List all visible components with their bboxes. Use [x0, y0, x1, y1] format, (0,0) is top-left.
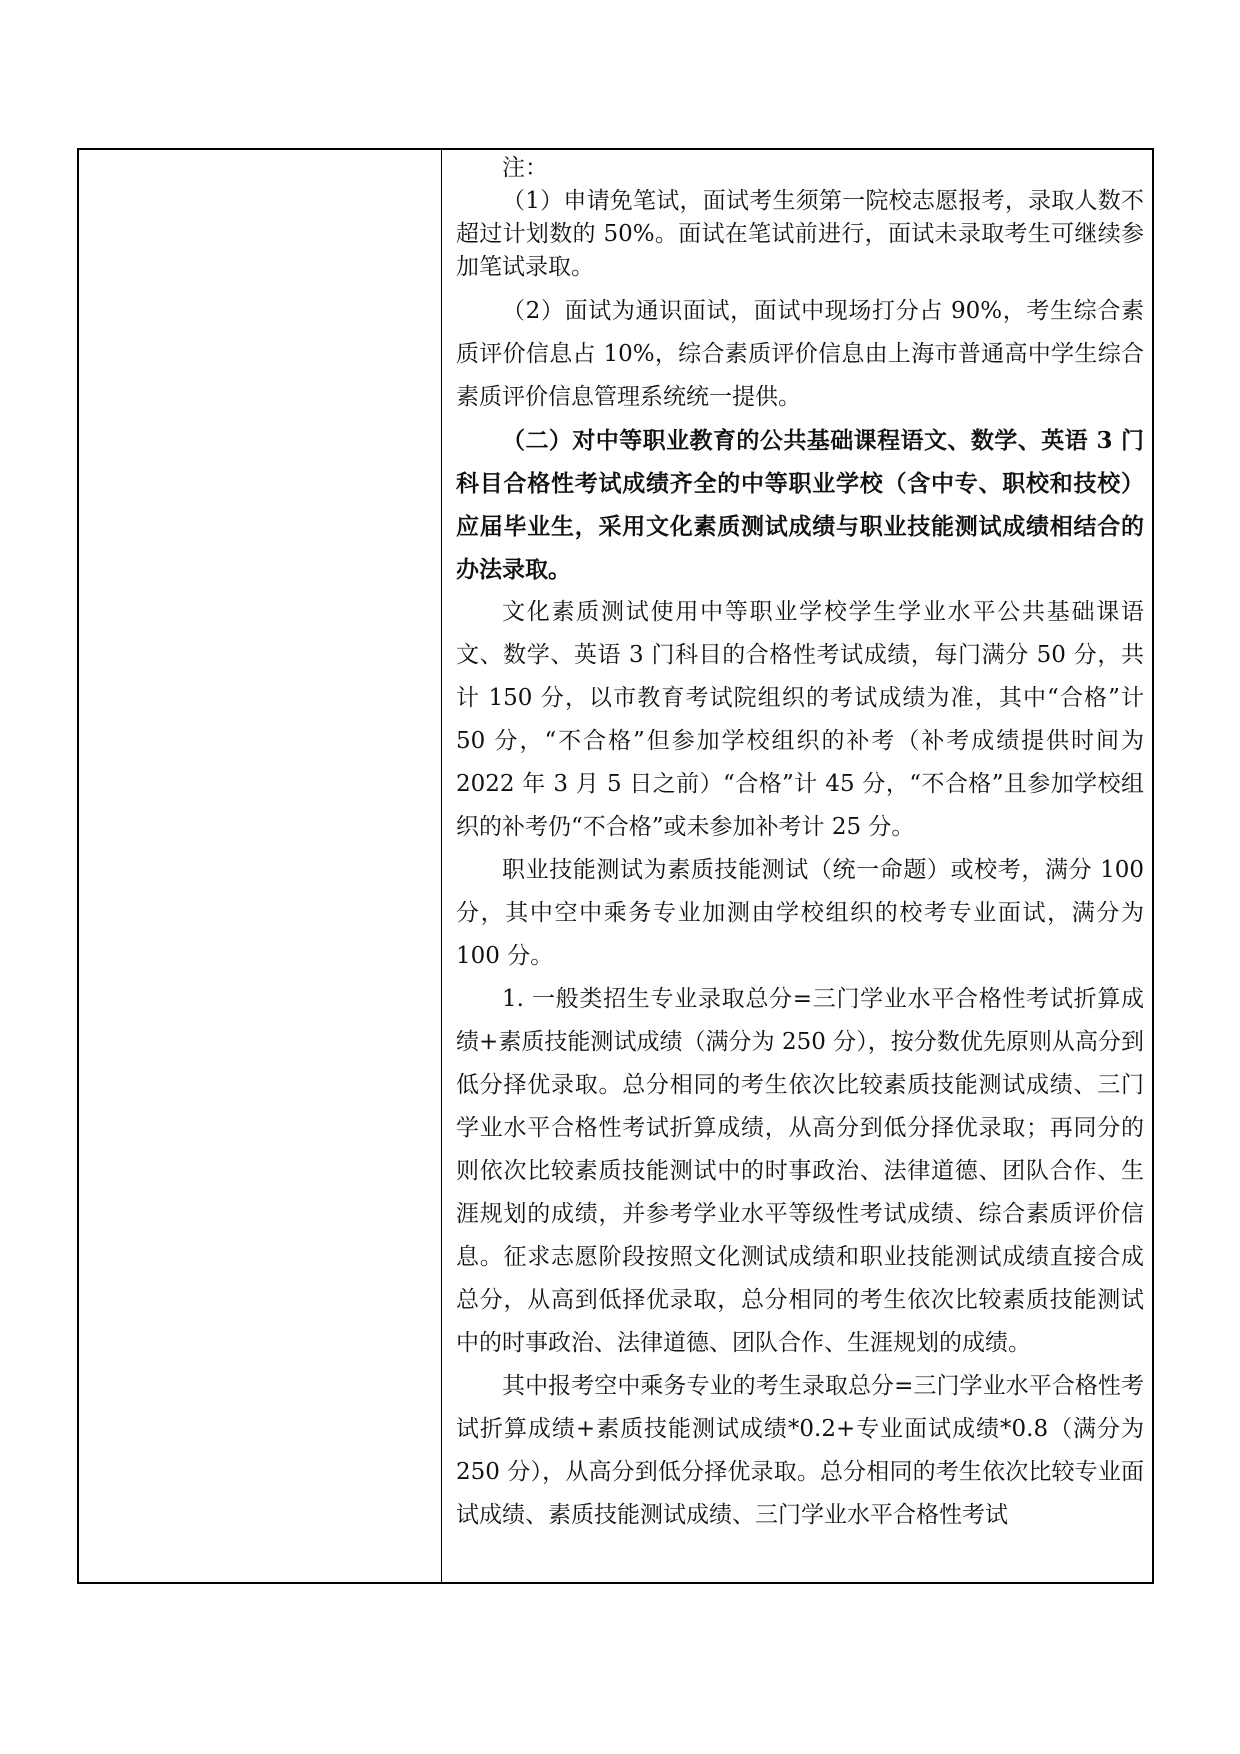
- note-item-1: （1）申请免笔试，面试考生须第一院校志愿报考，录取人数不超过计划数的 50%。面试在笔试前进行，面试未录取考生可继续参加笔试录取。: [456, 188, 1144, 280]
- paragraph-flight-attendant: 其中报考空中乘务专业的考生录取总分=三门学业水平合格性考试折算成绩+素质技能测试成绩*0.2+专业面试成绩*0.8（满分为 250 分），从高分到低分择优录取。总分相同的考生依次比较专业面试成绩、素质技能测试成绩、三门学业水平合格性考试: [456, 1373, 1144, 1528]
- paragraph-skill-test: 职业技能测试为素质技能测试（统一命题）或校考，满分 100 分，其中空中乘务专业加测由学校组织的校考专业面试，满分为 100 分。: [456, 857, 1144, 969]
- content-cell: [442, 150, 1152, 1582]
- left-empty-cell: [79, 150, 442, 1582]
- section-heading-2: （二）对中等职业教育的公共基础课程语文、数学、英语 3 门科目合格性考试成绩齐全的中等职业学校（含中专、职校和技校）应届毕业生，采用文化素质测试成绩与职业技能测试成绩相结合的办法录取。: [456, 427, 1144, 583]
- paragraph-culture-test: 文化素质测试使用中等职业学校学生学业水平公共基础课语文、数学、英语 3 门科目的合格性考试成绩，每门满分 50 分，共计 150 分，以市教育考试院组织的考试成绩为准，其中“合格”计 50 分，“不合格”但参加学校组织的补考（补考成绩提供时间为 2022 年 3 月 5 日之前）“合格”计 45 分，“不合格”且参加学校组织的补考仍“不合格”或未参加补考计 25 分。: [456, 599, 1144, 840]
- document-table: [77, 148, 1154, 1584]
- note-item-2: （2）面试为通识面试，面试中现场打分占 90%，考生综合素质评价信息占 10%，综合素质评价信息由上海市普通高中学生综合素质评价信息管理系统统一提供。: [456, 298, 1144, 410]
- note-label: 注：: [502, 155, 548, 181]
- paragraph-general-admission: 1. 一般类招生专业录取总分=三门学业水平合格性考试折算成绩+素质技能测试成绩（满分为 250 分），按分数优先原则从高分到低分择优录取。总分相同的考生依次比较素质技能测试成绩、三门学业水平合格性考试折算成绩，从高分到低分择优录取；再同分的则依次比较素质技能测试中的时事政治、法律道德、团队合作、生涯规划的成绩，并参考学业水平等级性考试成绩、综合素质评价信息。征求志愿阶段按照文化测试成绩和职业技能测试成绩直接合成总分，从高到低择优录取，总分相同的考生依次比较素质技能测试中的时事政治、法律道德、团队合作、生涯规划的成绩。: [456, 986, 1144, 1356]
